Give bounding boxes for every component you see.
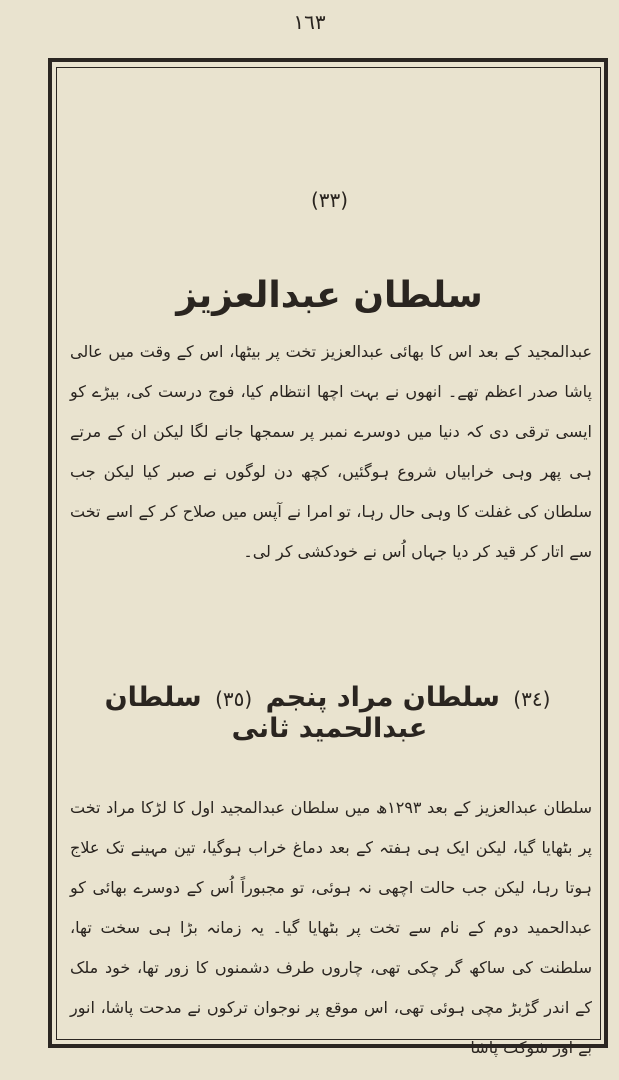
- section-title: سلطان مراد پنجم: [265, 682, 500, 713]
- section-title: سلطان عبدالعزیز: [176, 275, 483, 316]
- section-heading-double: [62, 682, 597, 744]
- section-number: (٣٣): [310, 188, 349, 212]
- section-number: (٣٥): [215, 687, 253, 711]
- body-paragraph: عبدالمجید کے بعد اس کا بھائی عبدالعزیز تخت پر بیٹھا، اس کے وقت میں عالی پاشا صدر اعظم تھے۔ انھوں نے بہت اچھا انتظام کیا، فوج درست کی، بیڑے کو ایسی ترقی دی کہ دنیا میں دوسرے نمبر پر سمجھا جانے لگا لیکن ان کے مرتے ہی پھر وہی خرابیاں شروع ہوگئیں، کچھ دن لوگوں نے صبر کیا لیکن جب سلطان کی غفلت کا وہی حال رہا، تو امرا نے آپس میں صلاح کر کے اسے تخت سے اتار کر قید کر دیا جہاں اُس نے خودکشی کر لی۔: [70, 342, 592, 561]
- page-number: ١٦٣: [293, 10, 326, 34]
- body-paragraph: سلطان عبدالعزیز کے بعد ۱۲۹۳ھ میں سلطان عبدالمجید اول کا لڑکا مراد تخت پر بٹھایا گیا، لیکن ایک ہی ہفتہ کے بعد دماغ خراب ہوگیا، تین مہینے تک علاج ہوتا رہا، لیکن جب حالت اچھی نہ ہوئی، تو مجبوراً اُس کے دوسرے بھائی کو عبدالحمید دوم کے نام سے تخت پر بٹھایا گیا۔ یہ زمانہ بڑا ہی سخت تھا، سلطنت کی ساکھ گر چکی تھی، چاروں طرف دشمنوں کا زور تھا، خود ملک کے اندر گڑبڑ مچی ہوئی تھی، اس موقع پر نوجوان ترکوں نے مدحت پاشا، انور بے اور شوکت پاشا: [70, 798, 592, 1057]
- section-title: سلطان عبدالحمید ثانی: [104, 682, 428, 744]
- section-number: (٣٤): [513, 687, 551, 711]
- page-content: [62, 70, 597, 1057]
